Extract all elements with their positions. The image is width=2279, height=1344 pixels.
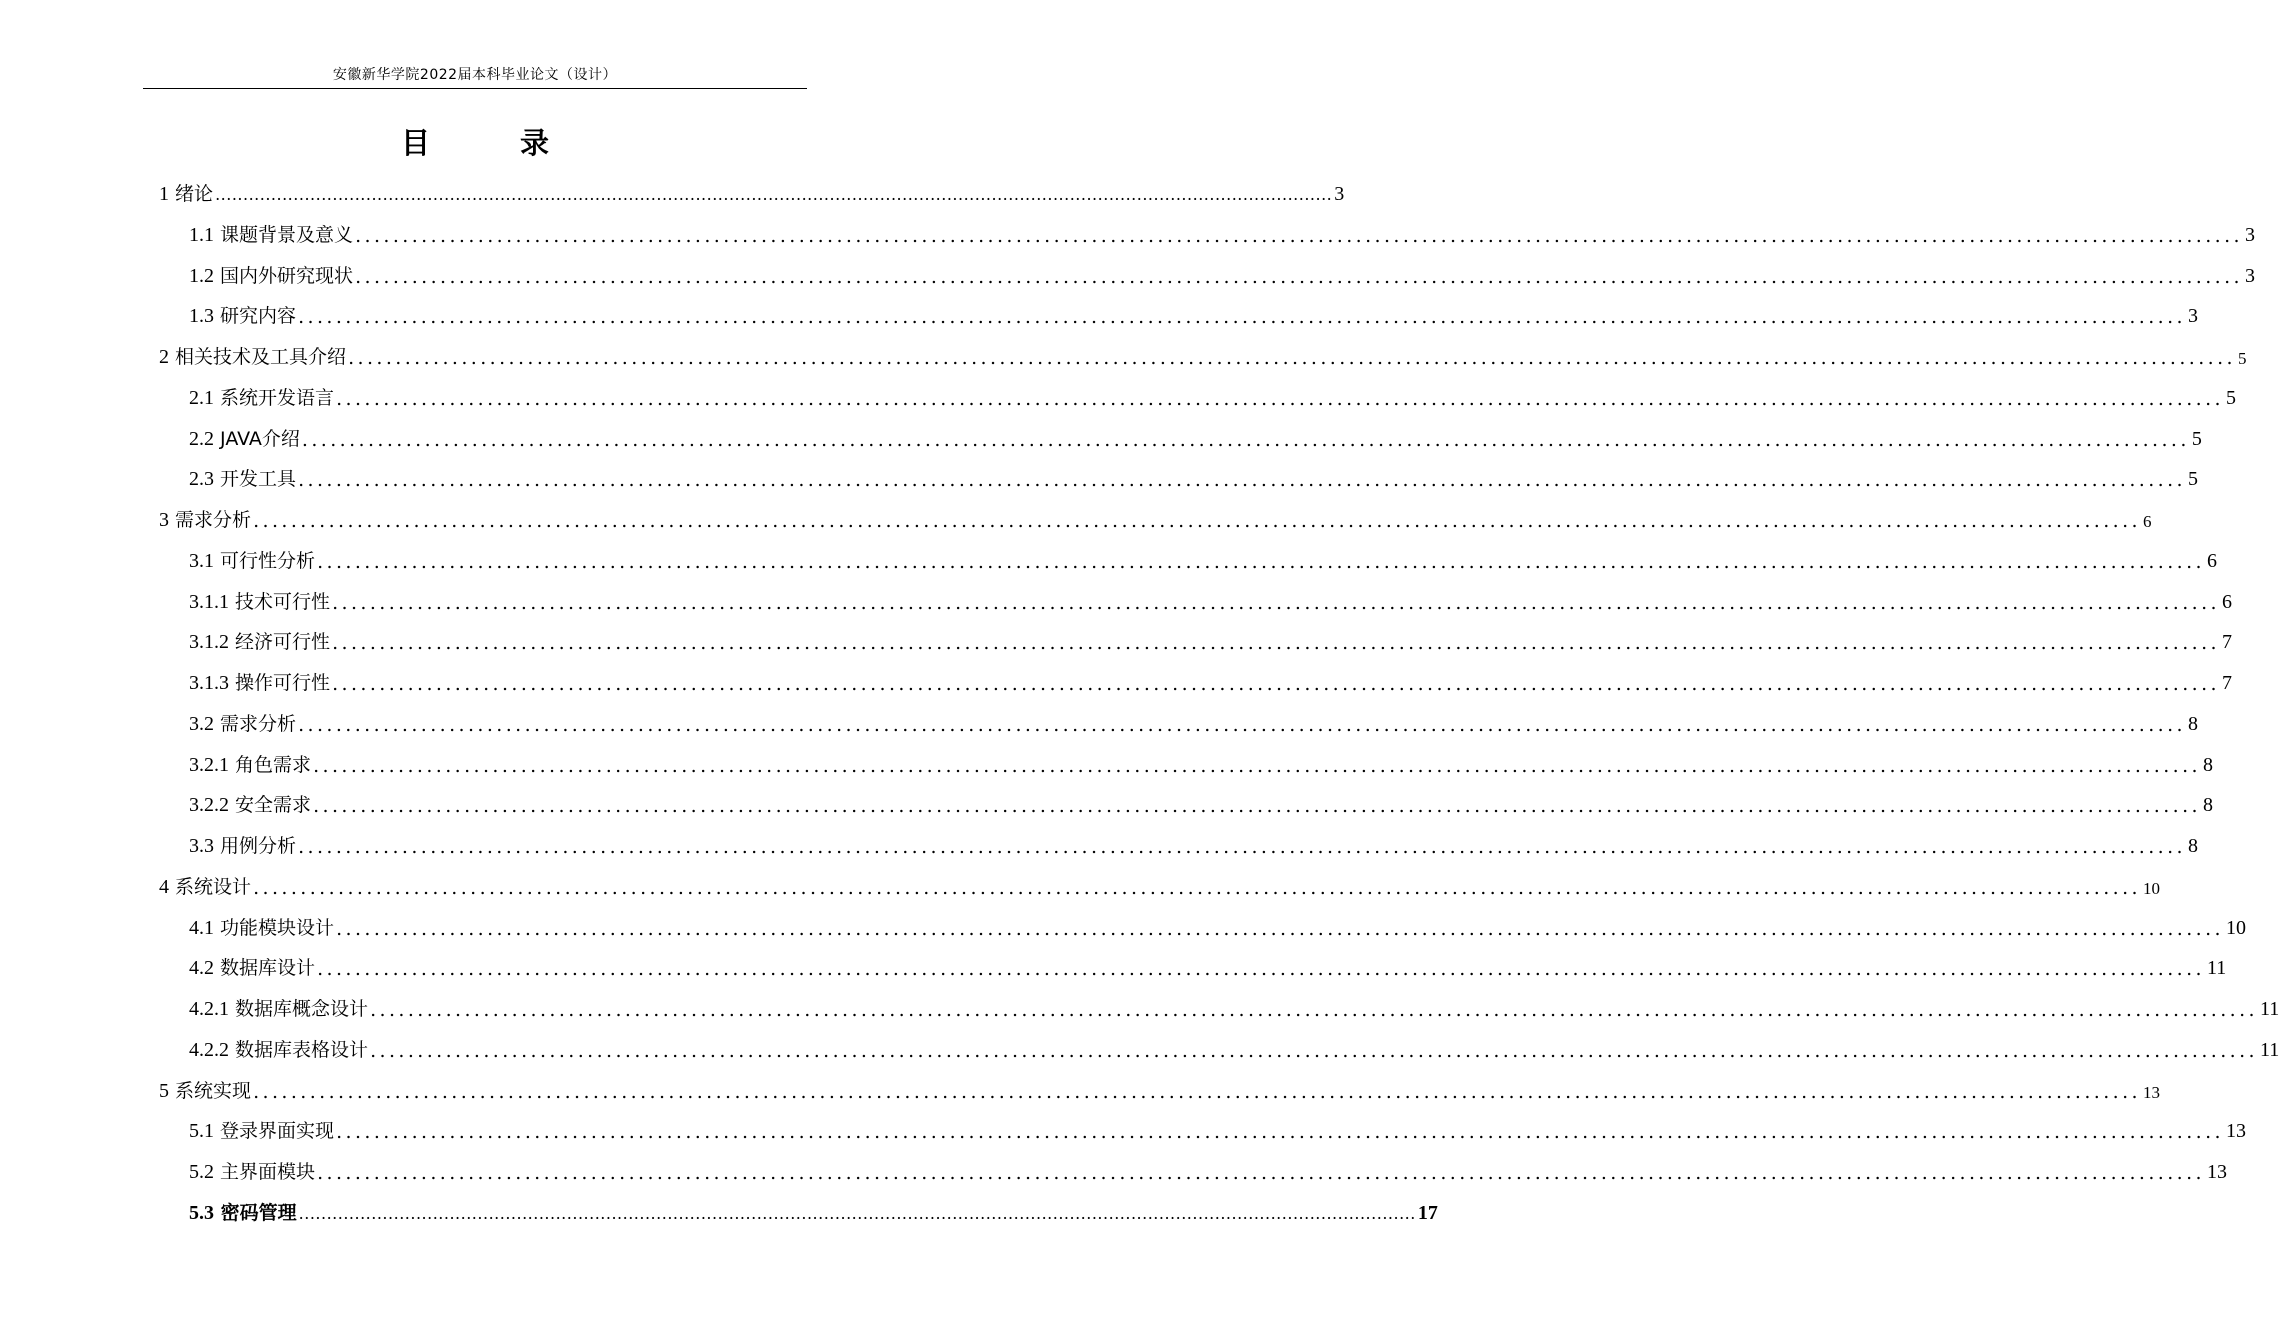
toc-entry-number: 3.2 <box>189 712 214 735</box>
toc-section-entry[interactable] <box>189 1156 2227 1184</box>
toc-section-entry[interactable] <box>189 1034 2279 1062</box>
toc-dot-leader: ........................................................................................................................................................................................................ <box>370 1039 2258 1062</box>
toc-entry-label <box>189 953 315 980</box>
toc-dot-leader: ........................................................................................................................................................................................................ <box>332 673 2220 695</box>
toc-entry-text: JAVA介绍 <box>220 427 300 450</box>
toc-entry-label <box>189 1198 297 1225</box>
toc-chapter-entry[interactable] <box>159 1075 2160 1103</box>
toc-entry-text: 主界面模块 <box>220 1161 316 1183</box>
toc-page-number: 5 <box>2187 468 2198 491</box>
toc-page-number: 10 <box>2225 916 2246 939</box>
toc-entry-number: 5 <box>159 1079 169 1102</box>
running-header: 安徽新华学院2022届本科毕业论文（设计） <box>143 62 807 89</box>
toc-dot-leader: ........................................................................................................................................................................................................ <box>298 713 2186 736</box>
toc-dot-leader: ........................................................................................................................................................................................................ <box>313 754 2201 777</box>
toc-entry-label <box>189 464 296 491</box>
toc-section-entry[interactable] <box>189 1115 2246 1144</box>
toc-entry-label <box>189 301 296 328</box>
toc-entry-label <box>189 1157 315 1184</box>
toc-page-number: 5 <box>2191 427 2202 450</box>
toc-dot-leader: ........................................................................................................................................................................................................ <box>298 469 2186 492</box>
toc-entry-text: 操作可行性 <box>235 672 331 694</box>
toc-dot-leader: ........................................................................................................................................................................................................ <box>355 224 2243 247</box>
toc-section-entry[interactable] <box>189 1197 1438 1225</box>
toc-dot-leader: ........................................................................................................................................................................................................ <box>317 958 2205 981</box>
toc-dot-leader: ........................................................................................................................................................................................................ <box>336 387 2224 410</box>
toc-section-entry[interactable] <box>189 423 2202 451</box>
toc-page-number: 10 <box>2142 878 2160 898</box>
toc-entry-text: 用例分析 <box>220 835 297 857</box>
toc-entry-number: 3.3 <box>189 835 214 857</box>
toc-entry-number: 2.3 <box>189 468 214 491</box>
toc-entry-label <box>189 994 368 1021</box>
toc-entry-label <box>189 627 330 654</box>
toc-entry-label <box>189 668 330 695</box>
toc-chapter-entry[interactable] <box>159 504 2152 532</box>
toc-section-entry[interactable] <box>189 586 2232 614</box>
toc-entry-number: 4.2.2 <box>189 1038 229 1061</box>
toc-dot-leader: ........................................................................................................................................................................................................ <box>298 306 2186 329</box>
toc-page-number: 6 <box>2206 549 2217 572</box>
toc-entry-text: 密码管理 <box>220 1201 297 1224</box>
toc-page-number: 13 <box>2142 1082 2160 1102</box>
toc-dot-leader: ........................................................................................................................................................................................................ <box>336 917 2224 940</box>
toc-entry-text: 相关技术及工具介绍 <box>175 346 347 368</box>
toc-entry-label <box>159 1076 251 1103</box>
toc-entry-text: 经济可行性 <box>235 631 331 654</box>
toc-page-number: 13 <box>2206 1161 2227 1183</box>
toc-entry-label <box>189 261 353 288</box>
toc-entry-label <box>189 587 330 614</box>
toc-entry-label <box>189 220 353 247</box>
toc-section-entry[interactable] <box>189 545 2217 573</box>
toc-page-number: 11 <box>2259 1038 2279 1061</box>
toc-entry-number: 1 <box>159 183 169 205</box>
toc-page-number: 7 <box>2221 631 2232 654</box>
toc-entry-number: 4 <box>159 875 169 898</box>
toc-entry-label <box>189 750 311 777</box>
toc-entry-text: 数据库设计 <box>220 957 316 980</box>
toc-entry-text: 绪论 <box>175 183 214 205</box>
toc-entry-text: 安全需求 <box>235 794 312 817</box>
toc-dot-leader: ........................................................................................................................................................................................................ <box>336 1121 2224 1144</box>
toc-entry-text: 角色需求 <box>235 753 312 776</box>
toc-chapter-entry[interactable] <box>159 871 2160 899</box>
toc-entry-text: 功能模块设计 <box>220 916 335 939</box>
toc-entry-number: 3.2.1 <box>189 753 229 776</box>
toc-entry-number: 4.2 <box>189 957 214 980</box>
toc-dot-leader: ........................................................................................................................................................................................................ <box>298 836 2186 858</box>
toc-page-number: 11 <box>2206 957 2227 980</box>
toc-entry-text: 需求分析 <box>175 509 252 531</box>
toc-entry-number: 1.3 <box>189 305 214 328</box>
toc-page-number: 8 <box>2187 835 2198 857</box>
toc-entry-text: 系统开发语言 <box>220 386 335 409</box>
toc-dot-leader: ........................................................................................................................................................................................................ <box>332 632 2220 655</box>
toc-entry-number: 1.1 <box>189 223 214 246</box>
toc-entry-number: 1.2 <box>189 264 214 287</box>
toc-entry-number: 2.1 <box>189 386 214 409</box>
toc-entry-text: 系统实现 <box>175 1079 252 1102</box>
toc-page-number: 7 <box>2221 672 2232 694</box>
toc-dot-leader: ........................................................................................................................................................................................................ <box>313 795 2201 818</box>
toc-dot-leader: ........................................................................................................................................................................................................ <box>253 1080 2141 1103</box>
toc-page-number: 8 <box>2202 794 2213 817</box>
toc-page-number: 8 <box>2202 753 2213 776</box>
toc-page-number: 6 <box>2142 512 2152 531</box>
toc-entry-number: 5.3 <box>189 1201 214 1224</box>
toc-entry-text: 开发工具 <box>220 468 297 491</box>
toc-entry-label <box>189 790 311 817</box>
toc-page-number: 13 <box>2225 1120 2246 1143</box>
toc-section-entry[interactable] <box>189 382 2236 410</box>
toc-entry-number: 3.1.2 <box>189 631 229 654</box>
toc-entry-label <box>189 383 334 410</box>
toc-entry-number: 5.1 <box>189 1120 214 1143</box>
toc-entry-text: 技术可行性 <box>235 590 331 613</box>
toc-section-entry[interactable] <box>189 300 2198 329</box>
toc-entry-number: 3.1.1 <box>189 590 229 613</box>
toc-section-entry[interactable] <box>189 626 2232 655</box>
toc-entry-label <box>159 179 213 206</box>
toc-entry-number: 2 <box>159 346 169 368</box>
toc-page-number: 5 <box>2225 386 2236 409</box>
toc-page-number: 3 <box>1334 183 1345 205</box>
toc-page-number: 6 <box>2221 590 2232 613</box>
toc-section-entry[interactable] <box>189 952 2227 981</box>
toc-entry-label <box>189 709 296 736</box>
toc-entry-label <box>189 913 334 940</box>
toc-entry-text: 系统设计 <box>175 875 252 898</box>
toc-entry-text: 可行性分析 <box>220 549 316 572</box>
toc-chapter-entry[interactable] <box>159 341 2247 369</box>
toc-chapter-entry[interactable] <box>159 178 1345 206</box>
toc-dot-leader: ........................................................................................................................................................................................................ <box>317 1162 2205 1184</box>
toc-section-entry[interactable] <box>189 789 2213 818</box>
toc-entry-number: 3.1.3 <box>189 672 229 694</box>
toc-entry-label <box>189 831 296 858</box>
toc-entry-number: 3.2.2 <box>189 794 229 817</box>
toc-page-number: 3 <box>2187 305 2198 328</box>
toc-dot-leader: ........................................................................................................................................................................................................ <box>215 185 1333 204</box>
toc-page-number: 5 <box>2237 349 2247 368</box>
toc-page-number: 8 <box>2187 712 2198 735</box>
toc-entry-text: 数据库表格设计 <box>235 1038 369 1061</box>
toc-entry-number: 2.2 <box>189 427 214 450</box>
toc-dot-leader: ........................................................................................................................................................................................................ <box>301 428 2190 451</box>
toc-page-number: 3 <box>2244 264 2255 287</box>
toc-dot-leader: ........................................................................................................................................................................................................ <box>298 1203 1416 1223</box>
toc-entry-label <box>189 1035 368 1062</box>
toc-dot-leader: ........................................................................................................................................................................................................ <box>370 999 2258 1021</box>
toc-section-entry[interactable] <box>189 749 2213 777</box>
toc-title: 目 录 <box>400 126 590 160</box>
toc-entry-label <box>159 505 251 532</box>
toc-entry-label <box>159 872 251 899</box>
toc-entry-text: 课题背景及意义 <box>220 223 354 246</box>
toc-page-number: 3 <box>2244 223 2255 246</box>
toc-section-entry[interactable] <box>189 993 2279 1021</box>
toc-section-entry[interactable] <box>189 912 2246 940</box>
toc-dot-leader: ........................................................................................................................................................................................................ <box>355 265 2243 288</box>
toc-section-entry[interactable] <box>189 708 2198 736</box>
toc-entry-number: 5.2 <box>189 1161 214 1183</box>
toc-section-entry[interactable] <box>189 260 2255 288</box>
toc-entry-text: 国内外研究现状 <box>220 264 354 287</box>
toc-entry-text: 登录界面实现 <box>220 1120 335 1143</box>
toc-entry-label <box>189 424 300 451</box>
toc-page-number: 17 <box>1417 1201 1438 1224</box>
toc-dot-leader: ........................................................................................................................................................................................................ <box>253 876 2141 899</box>
toc-page-number: 11 <box>2259 998 2279 1020</box>
toc-dot-leader: ........................................................................................................................................................................................................ <box>253 510 2141 532</box>
toc-section-entry[interactable] <box>189 463 2198 492</box>
toc-entry-text: 研究内容 <box>220 305 297 328</box>
toc-entry-number: 3.1 <box>189 549 214 572</box>
toc-dot-leader: ........................................................................................................................................................................................................ <box>332 591 2220 614</box>
toc-entry-text: 需求分析 <box>220 712 297 735</box>
toc-entry-label <box>189 546 315 573</box>
toc-section-entry[interactable] <box>189 830 2198 858</box>
toc-entry-text: 数据库概念设计 <box>235 998 369 1020</box>
toc-entry-number: 3 <box>159 509 169 531</box>
toc-section-entry[interactable] <box>189 219 2255 247</box>
toc-section-entry[interactable] <box>189 667 2232 695</box>
toc-dot-leader: ........................................................................................................................................................................................................ <box>348 347 2236 369</box>
toc-entry-number: 4.2.1 <box>189 998 229 1020</box>
toc-dot-leader: ........................................................................................................................................................................................................ <box>317 550 2205 573</box>
toc-entry-number: 4.1 <box>189 916 214 939</box>
toc-entry-label <box>189 1116 334 1143</box>
toc-entry-label <box>159 342 346 369</box>
